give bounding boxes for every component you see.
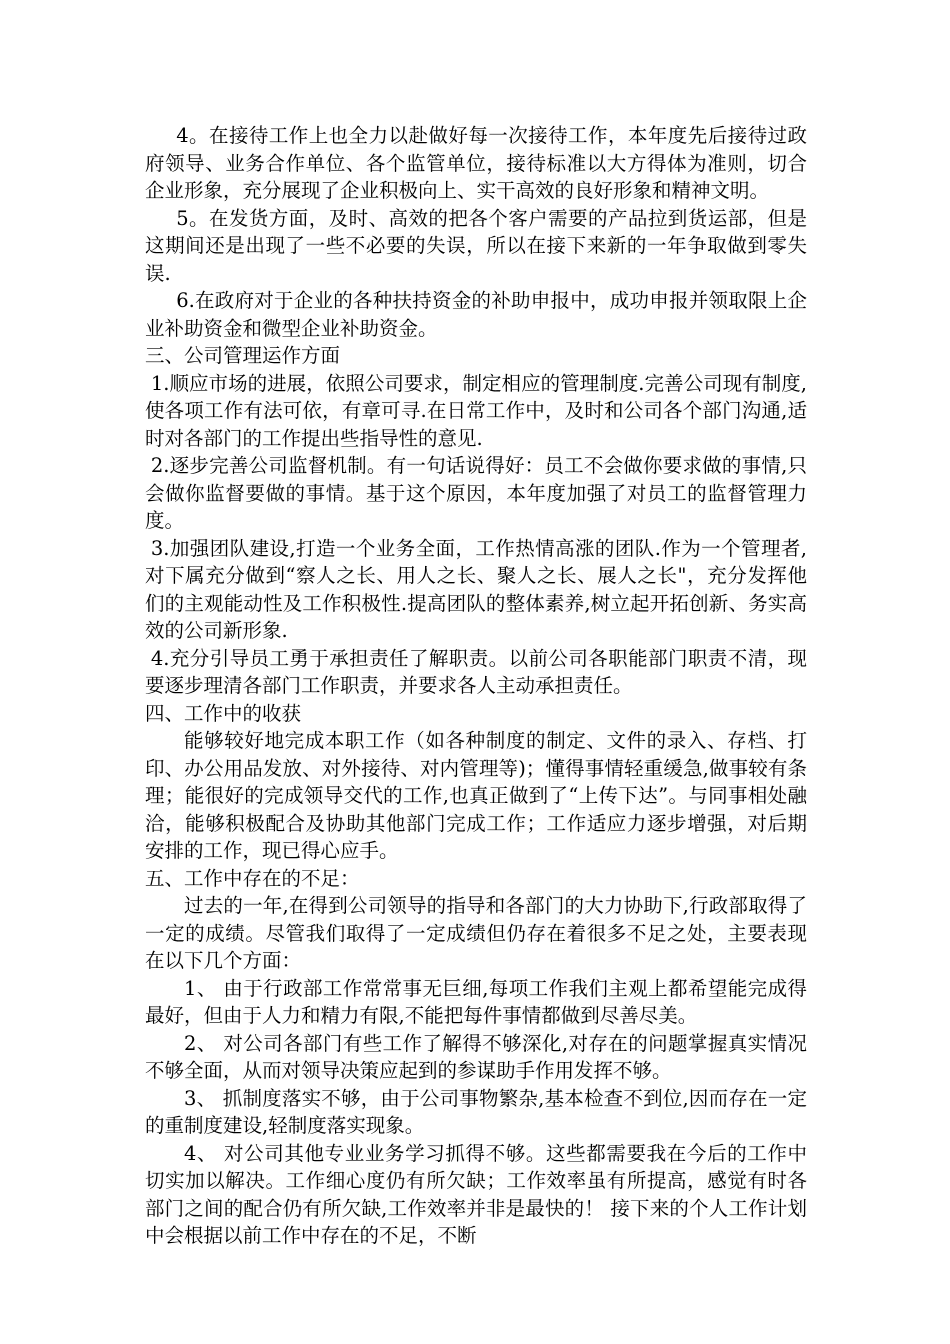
paragraph-reception: 4。在接待工作上也全力以赴做好每一次接待工作，本年度先后接待过政府领导、业务合作单位、各个监管单位，接待标准以大方得体为准则，切合企业形象，充分展现了企业积极向上、实干高效的良好形象和精神文明。 [145, 124, 807, 202]
document-page [145, 122, 807, 1250]
section-heading-management: 三、公司管理运作方面 [145, 344, 341, 367]
paragraph-shortcomings-intro: 过去的一年,在得到公司领导的指导和各部门的大力协助下,行政部取得了一定的成绩。尽管我们取得了一定成绩但仍存在着很多不足之处，主要表现在以下几个方面： [145, 894, 807, 972]
paragraph-management-4: 4.充分引导员工勇于承担责任了解职责。以前公司各职能部门职责不清，现要逐步理清各部门工作职责，并要求各人主动承担责任。 [145, 646, 807, 697]
paragraph-management-3: 3.加强团队建设,打造一个业务全面，工作热情高涨的团队.作为一个管理者,对下属充分做到“察人之长、用人之长、聚人之长、展人之长"，充分发挥他们的主观能动性及工作积极性.提高团队的整体素养,树立起开拓创新、务实高效的公司新形象. [145, 536, 807, 642]
paragraph-subsidy: 6.在政府对于企业的各种扶持资金的补助申报中，成功申报并领取限上企业补助资金和微型企业补助资金。 [145, 289, 807, 340]
section-heading-gains: 四、工作中的收获 [145, 701, 302, 725]
paragraph-shortcoming-3: 3、 抓制度落实不够，由于公司事物繁杂,基本检查不到位,因而存在一定的重制度建设,轻制度落实现象。 [145, 1086, 807, 1137]
paragraph-gains: 能够较好地完成本职工作（如各种制度的制定、文件的录入、存档、打印、办公用品发放、对外接待、对内管理等)；懂得事情轻重缓急,做事较有条理；能很好的完成领导交代的工作,也真正做到了“上传下达”。与同事相处融洽，能够积极配合及协助其他部门完成工作；工作适应力逐步增强，对后期安排的工作，现已得心应手。 [145, 729, 807, 862]
paragraph-shortcoming-1: 1、 由于行政部工作常常事无巨细,每项工作我们主观上都希望能完成得最好，但由于人力和精力有限,不能把每件事情都做到尽善尽美。 [145, 976, 807, 1027]
paragraph-management-2: 2.逐步完善公司监督机制。有一句话说得好：员工不会做你要求做的事情,只会做你监督要做的事情。基于这个原因，本年度加强了对员工的监督管理力度。 [145, 454, 807, 532]
paragraph-management-1: 1.顺应市场的进展，依照公司要求，制定相应的管理制度.完善公司现有制度,使各项工作有法可依，有章可寻.在日常工作中，及时和公司各个部门沟通,适时对各部门的工作提出些指导性的意见. [145, 371, 807, 450]
paragraph-shortcoming-4: 4、 对公司其他专业业务学习抓得不够。这些都需要我在今后的工作中切实加以解决。工作细心度仍有所欠缺；工作效率虽有所提高，感觉有时各部门之间的配合仍有所欠缺,工作效率并非是最快的！ 接下来的个人工作计划中会根据以前工作中存在的不足，不断 [145, 1141, 807, 1247]
section-heading-shortcomings: 五、工作中存在的不足： [145, 866, 360, 890]
paragraph-shortcoming-2: 2、 对公司各部门有些工作了解得不够深化,对存在的问题掌握真实情况不够全面，从而对领导决策应起到的参谋助手作用发挥不够。 [145, 1031, 807, 1082]
paragraph-shipping: 5。在发货方面，及时、高效的把各个客户需要的产品拉到货运部，但是这期间还是出现了一些不必要的失误，所以在接下来新的一年争取做到零失误. [145, 206, 807, 285]
